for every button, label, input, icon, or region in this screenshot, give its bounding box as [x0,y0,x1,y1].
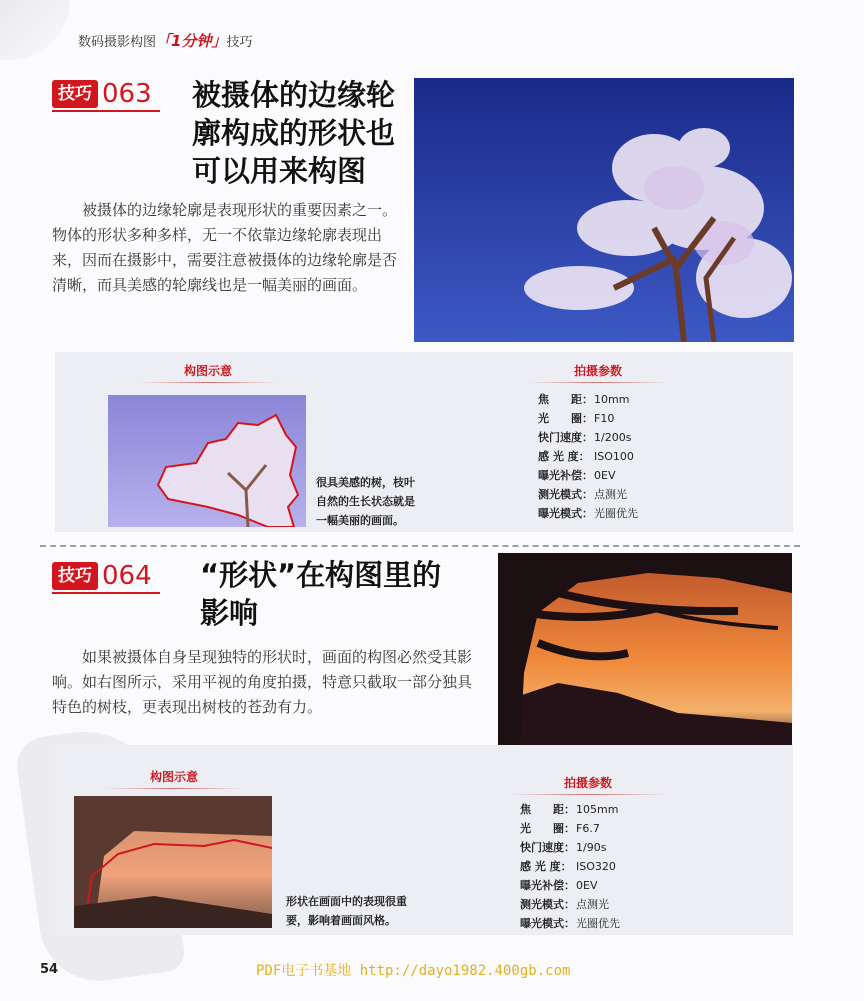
frosted-tree-photo [414,78,794,342]
param-row [538,409,638,428]
title-line: 被摄体的边缘轮 [192,78,396,112]
param-row [520,895,620,914]
header-highlight: 「1分钟」 [156,32,227,50]
param-value: 1/200s [594,431,632,444]
tip-063-badge [52,80,152,108]
param-value: ISO320 [576,860,616,873]
title-line: 廓构成的形状也 [192,116,396,150]
param-row [538,504,638,523]
tip-number: 063 [102,79,152,109]
title-line: 影响 [200,596,259,630]
title-line: 可以用来构图 [192,154,367,188]
param-key: 快门速度： [538,431,593,444]
caption-line: 要，影响着画面风格。 [286,914,396,927]
section-divider [40,545,800,547]
param-key: 曝光补偿： [538,469,593,482]
param-value: 105mm [576,803,619,816]
tip-064-title [200,556,490,632]
param-row [538,466,638,485]
param-value: 光圈优先 [576,917,620,930]
body-paragraph: 如果被摄体自身呈现独特的形状时，画面的构图必然受其影响。如右图所示，采用平视的角度拍摄，特意只截取一部分独具特色的树枝，更表现出树枝的苍劲有力。 [52,648,473,716]
sunset-tree-photo [498,553,792,751]
title-line: “形状”在构图里的 [200,558,442,592]
param-row [538,447,638,466]
caption-line: 一幅美丽的画面。 [316,514,404,527]
badge-underline [52,592,160,594]
param-row [520,857,620,876]
tip-064-badge [52,562,152,590]
param-value: 光圈优先 [594,507,638,520]
tip-tag: 技巧 [52,562,98,590]
param-value: 10mm [594,393,630,406]
param-key: 感 光 度： [538,450,590,463]
param-value: F10 [594,412,615,425]
header-prefix: 数码摄影构图 [78,35,157,50]
footer-watermark-link[interactable]: PDF电子书基地 http://dayo1982.400gb.com [256,963,571,979]
param-value: 0EV [576,879,598,892]
param-key: 光 圈： [520,822,575,835]
tip-number: 064 [102,561,152,591]
param-key: 快门速度： [520,841,575,854]
diagram-title: 构图示意 [104,768,244,789]
param-key: 焦 距： [520,803,575,816]
param-key: 曝光补偿： [520,879,575,892]
tip-tag: 技巧 [52,80,98,108]
tip-063-title [192,76,412,190]
param-row [520,838,620,857]
caption-line: 自然的生长状态就是 [316,495,415,508]
params-list-064 [520,800,620,933]
header-suffix: 技巧 [226,35,253,50]
params-title: 拍摄参数 [508,774,668,795]
body-paragraph: 被摄体的边缘轮廓是表现形状的重要因素之一。物体的形状多种多样，无一不依靠边缘轮廓表现出来，因而在摄影中，需要注意被摄体的边缘轮廓是否清晰，而具美感的轮廓线也是一幅美丽的画面。 [52,201,398,294]
param-row [520,876,620,895]
caption-line: 形状在画面中的表现很重 [286,895,407,908]
page-corner-decoration [0,0,70,60]
param-key: 测光模式： [520,898,575,911]
param-value: 1/90s [576,841,607,854]
param-key: 测光模式： [538,488,593,501]
param-key: 焦 距： [538,393,593,406]
param-row [538,485,638,504]
diagram-caption-063 [316,473,456,530]
param-row [520,819,620,838]
param-key: 光 圈： [538,412,593,425]
param-key: 感 光 度： [520,860,572,873]
param-value: 点测光 [576,898,609,911]
param-row [520,800,620,819]
diagram-thumbnail-064 [74,796,272,928]
tip-064-body [52,645,484,720]
param-row [538,428,638,447]
page-number: 54 [40,962,59,977]
param-key: 曝光模式： [520,917,575,930]
params-list-063 [538,390,638,523]
param-row [520,914,620,933]
param-value: ISO100 [594,450,634,463]
param-value: 0EV [594,469,616,482]
diagram-thumbnail-063 [108,395,306,527]
param-value: F6.7 [576,822,600,835]
params-title: 拍摄参数 [528,362,668,383]
running-header [78,30,252,51]
diagram-caption-064 [286,892,446,930]
param-value: 点测光 [594,488,627,501]
param-row [538,390,638,409]
param-key: 曝光模式： [538,507,593,520]
tip-063-body [52,198,402,298]
badge-underline [52,110,160,112]
caption-line: 很具美感的树，枝叶 [316,476,415,489]
diagram-title: 构图示意 [138,362,278,383]
